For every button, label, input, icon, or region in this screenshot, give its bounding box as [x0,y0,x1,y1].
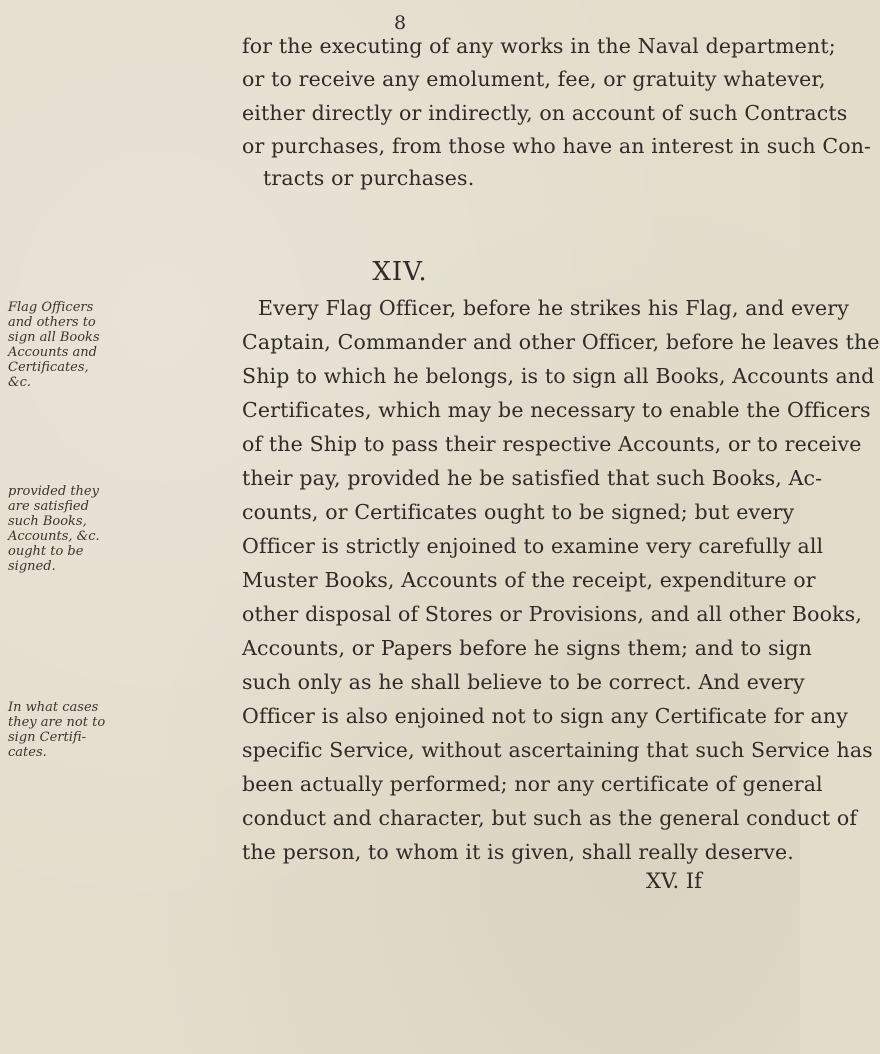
margin-line: are satisfied [8,499,89,514]
margin-line: they are not to [8,715,106,730]
text-line: Ship to which he belongs, is to sign all Books, Accounts and [242,364,875,388]
section-heading: XIV. [372,257,428,287]
marginal-note [8,484,128,574]
text-line: Every Flag Officer, before he strikes his Flag, and every [258,296,849,320]
margin-line: In what cases [8,700,99,715]
margin-line: and others to [8,315,96,330]
margin-line: Flag Officers [8,300,94,315]
text-line: counts, or Certificates ought to be signed; but every [242,500,795,524]
text-line: been actually performed; nor any certificate of general [242,772,823,796]
margin-line: sign Certifi- [8,730,86,745]
text-line: Officer is strictly enjoined to examine very carefully all [242,534,824,558]
text-line: other disposal of Stores or Provisions, and all other Books, [242,602,863,626]
text-line: Muster Books, Accounts of the receipt, expenditure or [242,568,816,592]
catchword: XV. If [646,869,702,893]
margin-line: &c. [8,375,31,390]
page-number: 8 [393,12,407,34]
text-line: for the executing of any works in the Naval department; [242,34,836,58]
text-line: the person, to whom it is given, shall really deserve. [242,840,794,864]
text-line: conduct and character, but such as the general conduct of [242,806,858,830]
text-line: Captain, Commander and other Officer, before he leaves the [242,330,880,354]
margin-line: such Books, [8,514,87,529]
text-line: either directly or indirectly, on account of such Contracts [242,101,848,125]
text-line: specific Service, without ascertaining that such Service has [242,738,873,762]
text-line: or purchases, from those who have an interest in such Con- [242,134,872,158]
marginal-note [8,300,128,390]
text-line: their pay, provided he be satisfied that such Books, Ac- [242,466,823,490]
margin-line: ought to be [8,544,84,559]
text-line: such only as he shall believe to be correct. And every [242,670,805,694]
text-line: Officer is also enjoined not to sign any Certificate for any [242,704,849,728]
margin-line: signed. [8,559,56,574]
margin-line: sign all Books [8,330,100,345]
text-line: tracts or purchases. [263,166,475,190]
margin-line: provided they [8,484,99,499]
text-line: Accounts, or Papers before he signs them; and to sign [242,636,813,660]
margin-line: Accounts and [8,345,97,360]
margin-line: Accounts, &c. [8,529,100,544]
text-line: or to receive any emolument, fee, or gratuity whatever, [242,67,826,91]
text-line: Certificates, which may be necessary to enable the Officers [242,398,871,422]
marginal-note [8,700,128,760]
margin-line: Certificates, [8,360,89,375]
text-line: of the Ship to pass their respective Accounts, or to receive [242,432,862,456]
margin-line: cates. [8,745,47,760]
